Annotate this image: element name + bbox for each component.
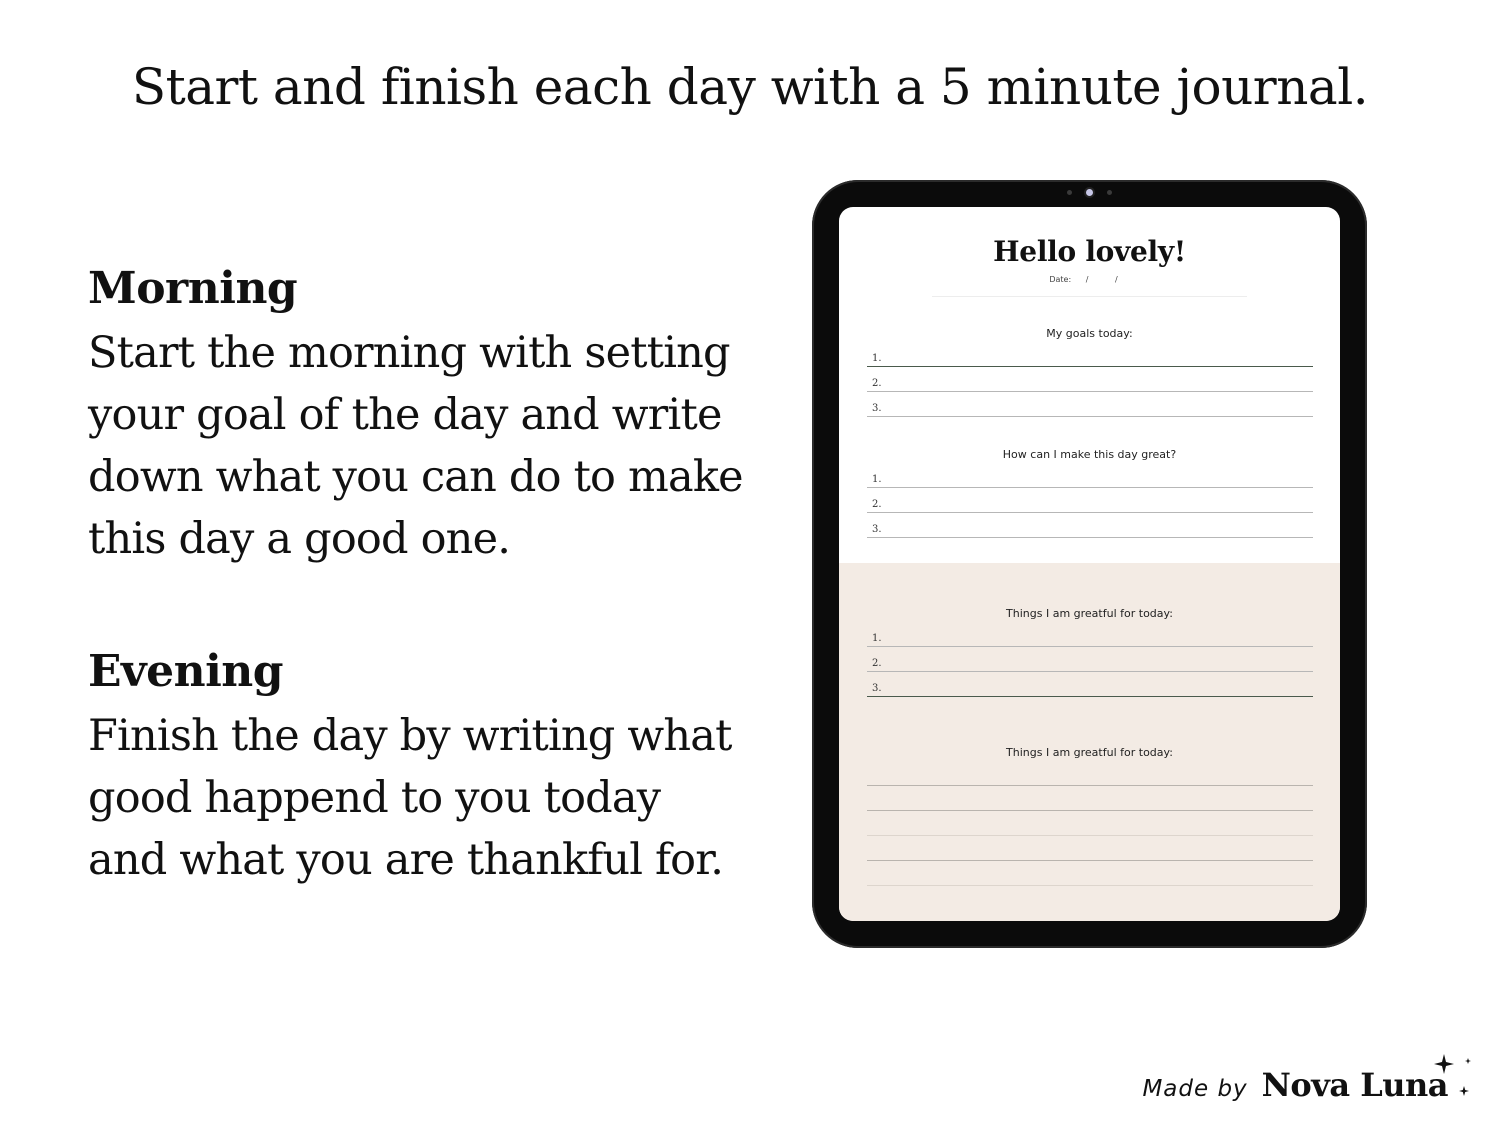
sensor-dot — [1107, 190, 1112, 195]
great-label: How can I make this day great? — [1002, 448, 1177, 461]
brand-signature — [1142, 1066, 1448, 1104]
great-row[interactable] — [867, 513, 1313, 538]
evening-text-line: Finish the day by writing what — [88, 711, 732, 761]
morning-text-line: your goal of the day and write — [88, 390, 722, 440]
row-number: 2. — [872, 658, 882, 669]
evening-title: Evening — [88, 646, 284, 697]
planner-screen — [839, 207, 1340, 921]
goal-row[interactable] — [867, 367, 1313, 392]
morning-text-line: down what you can do to make — [88, 452, 743, 502]
row-number: 3. — [872, 683, 882, 694]
tablet-mockup — [812, 180, 1367, 948]
morning-text-line: this day a good one. — [88, 514, 511, 564]
great-row[interactable] — [867, 488, 1313, 513]
brand-name: Nova Luna — [1261, 1066, 1448, 1104]
grateful-row[interactable] — [867, 647, 1313, 672]
grateful-row[interactable] — [867, 672, 1313, 697]
row-number: 1. — [872, 633, 882, 644]
row-number: 3. — [872, 524, 882, 535]
date-label: Date: — [1049, 275, 1072, 284]
writing-line[interactable] — [867, 885, 1313, 886]
row-number: 3. — [872, 403, 882, 414]
great-row[interactable] — [867, 463, 1313, 488]
writing-line[interactable] — [867, 860, 1313, 861]
date-slashes: / / — [1085, 275, 1130, 284]
row-number: 1. — [872, 474, 882, 485]
row-number: 2. — [872, 378, 882, 389]
evening-text-line: and what you are thankful for. — [88, 835, 724, 885]
made-by-text: Made by — [1142, 1076, 1248, 1102]
morning-section — [88, 262, 788, 570]
row-number: 1. — [872, 353, 882, 364]
writing-line[interactable] — [867, 810, 1313, 811]
evening-section — [88, 645, 788, 891]
morning-title: Morning — [88, 263, 298, 314]
divider — [932, 296, 1247, 297]
grateful-row[interactable] — [867, 622, 1313, 647]
sparkle-stars-icon — [1430, 1050, 1474, 1098]
goal-row[interactable] — [867, 342, 1313, 367]
row-number: 2. — [872, 499, 882, 510]
grateful-label: Things I am greatful for today: — [1006, 607, 1173, 620]
goals-label: My goals today: — [1046, 327, 1133, 340]
camera-lens-icon — [1086, 189, 1093, 196]
evening-text-line: good happend to you today — [88, 773, 661, 823]
page-headline: Start and finish each day with a 5 minute journal. — [131, 58, 1369, 116]
date-field[interactable] — [839, 275, 1340, 284]
camera-bar — [1060, 188, 1120, 196]
sensor-dot — [1067, 190, 1072, 195]
writing-line[interactable] — [867, 835, 1313, 836]
planner-title: Hello lovely! — [993, 235, 1186, 268]
goal-row[interactable] — [867, 392, 1313, 417]
grateful-label-2: Things I am greatful for today: — [1006, 746, 1173, 759]
writing-line[interactable] — [867, 785, 1313, 786]
morning-text-line: Start the morning with setting — [88, 328, 730, 378]
